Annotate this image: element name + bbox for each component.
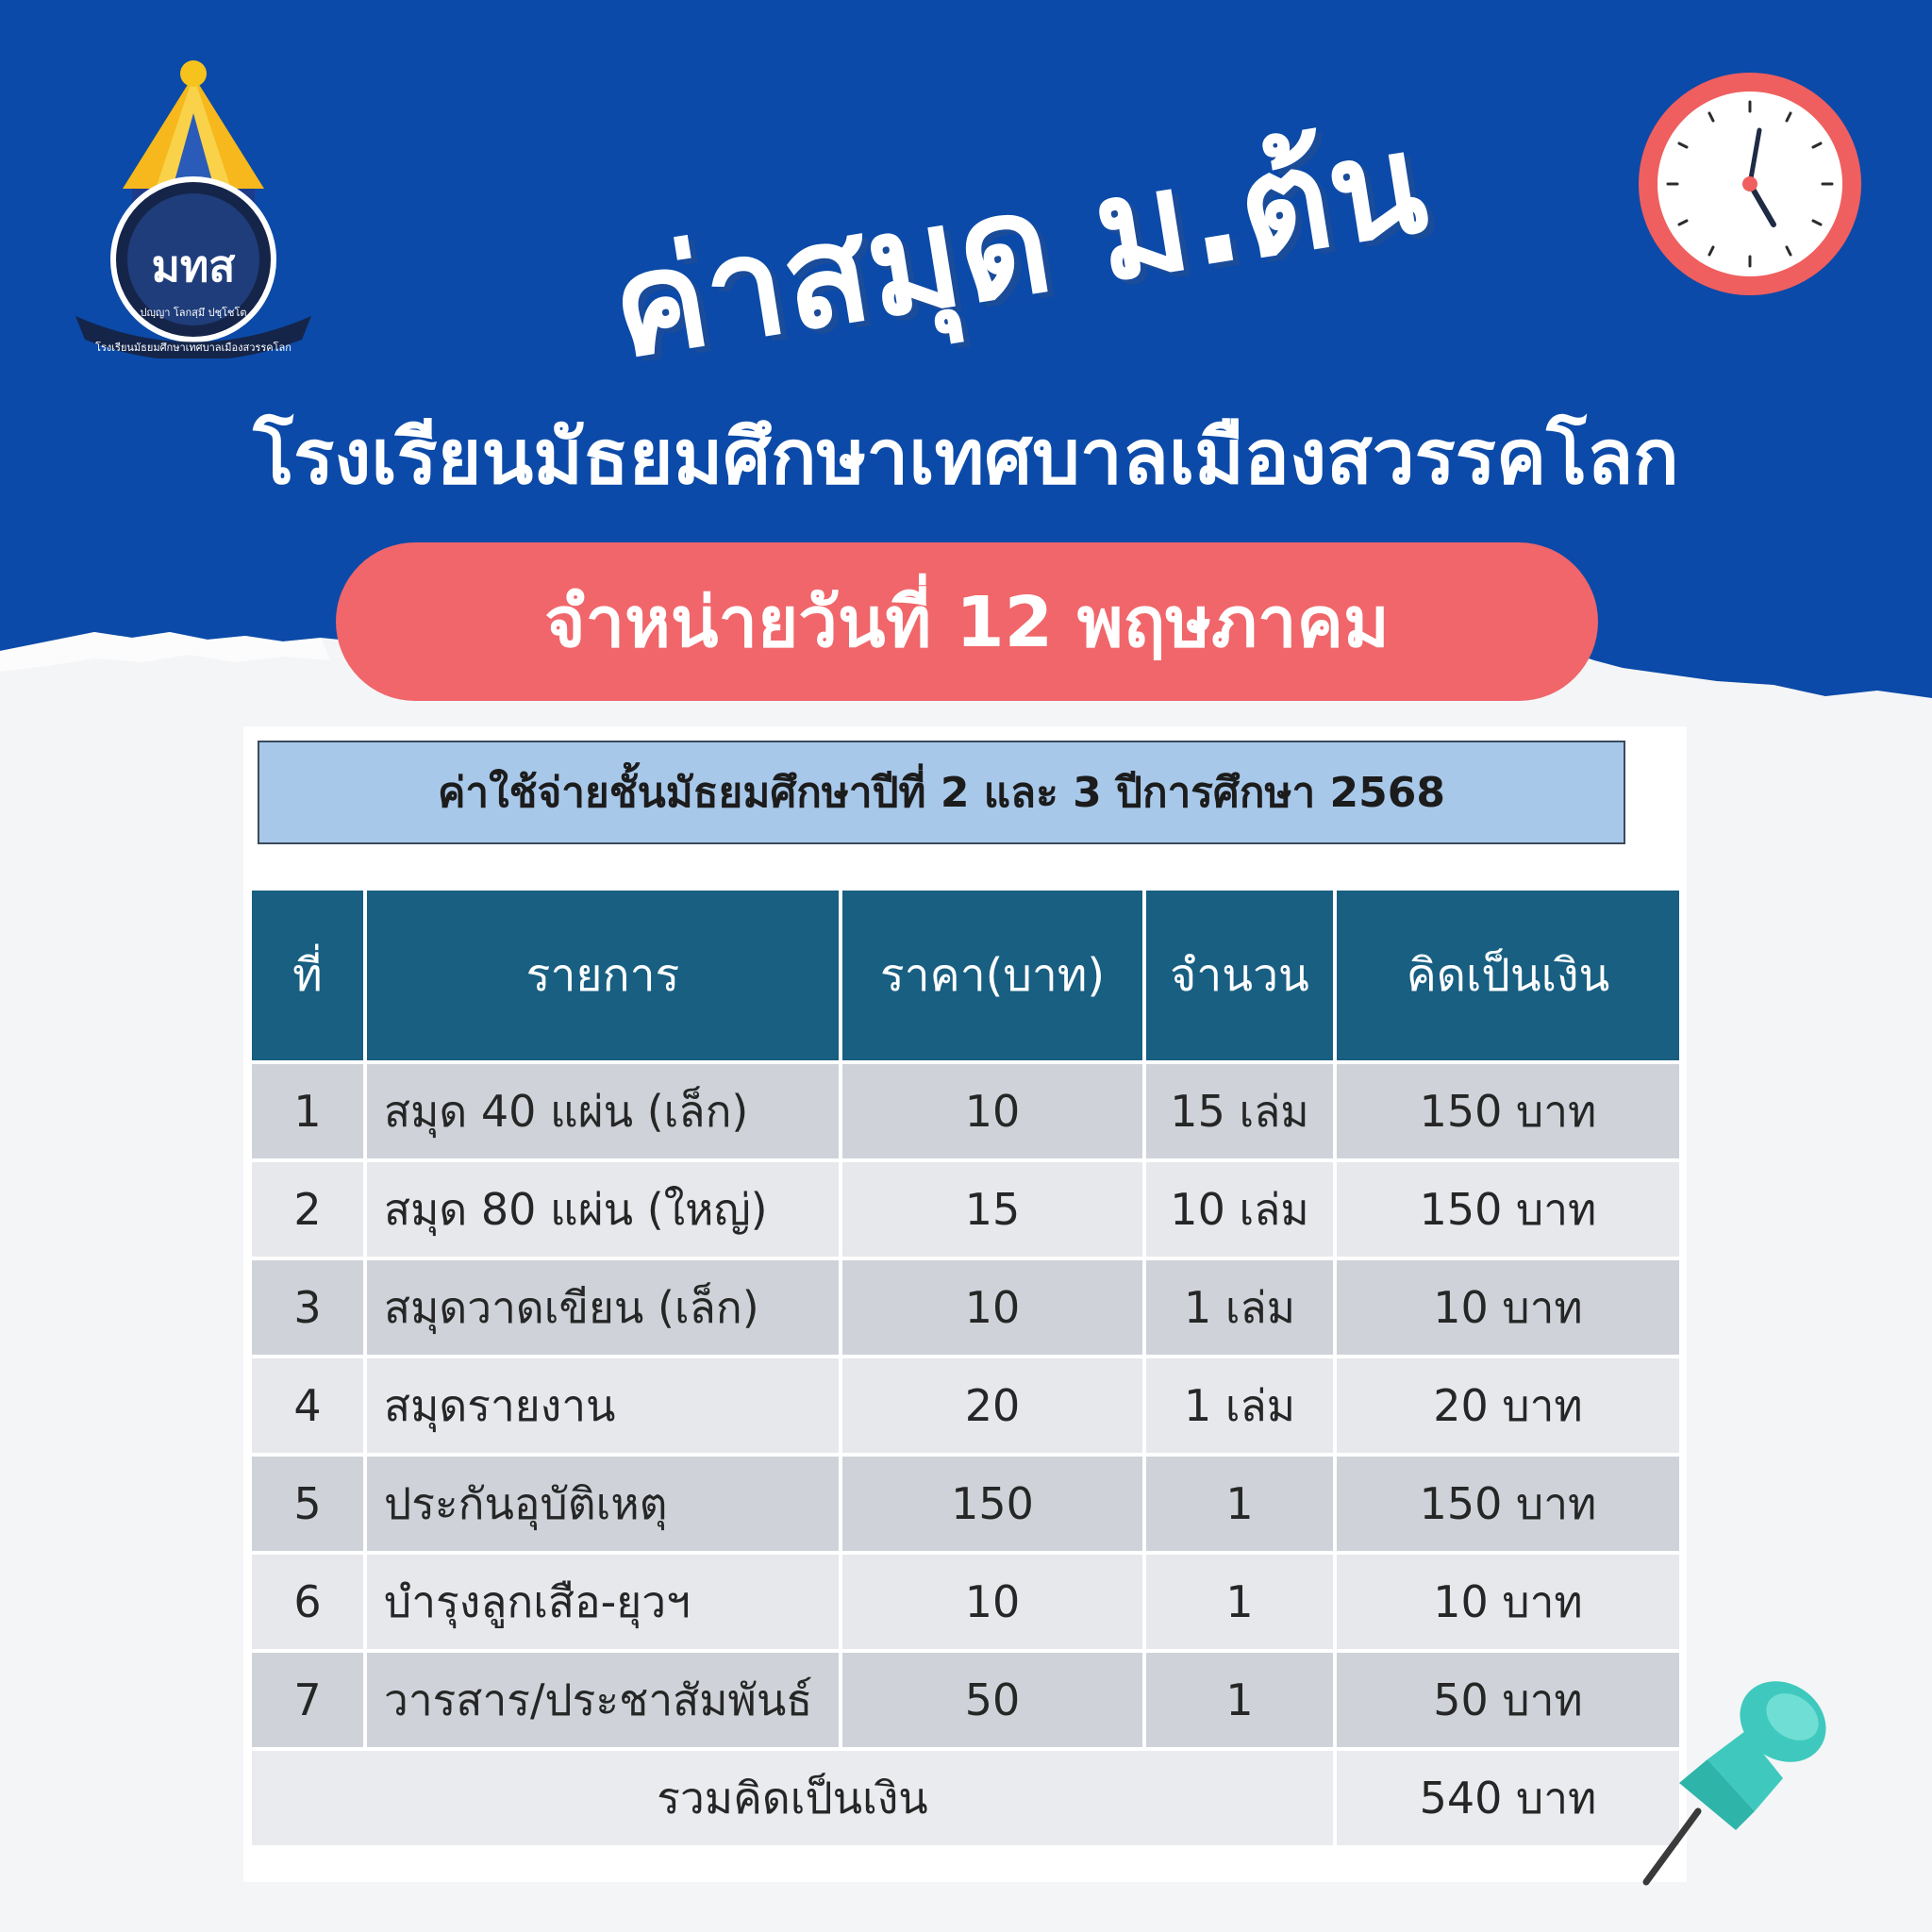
row-price: 50 bbox=[842, 1653, 1142, 1747]
main-title: ค่าสมุด ม.ต้น bbox=[601, 101, 1437, 390]
table-row bbox=[252, 1162, 1679, 1257]
row-item: สมุด 40 แผ่น (เล็ก) bbox=[367, 1064, 839, 1158]
sale-date-text: จำหน่ายวันที่ 12 พฤษภาคม bbox=[544, 582, 1390, 663]
row-amount: 10 บาท bbox=[1337, 1555, 1679, 1649]
school-logo bbox=[66, 57, 321, 358]
row-amount: 10 บาท bbox=[1337, 1260, 1679, 1355]
row-item: บำรุงลูกเสือ-ยุวฯ bbox=[367, 1555, 839, 1649]
row-item: ประกันอุบัติเหตุ bbox=[367, 1457, 839, 1551]
logo-monogram: มทส bbox=[151, 241, 236, 291]
table-row bbox=[252, 1457, 1679, 1551]
row-price: 20 bbox=[842, 1358, 1142, 1453]
clock-icon bbox=[1632, 66, 1868, 302]
total-row bbox=[252, 1751, 1679, 1845]
header-item: รายการ bbox=[367, 891, 839, 1060]
row-quantity: 1 เล่ม bbox=[1146, 1260, 1333, 1355]
school-name: โรงเรียนมัธยมศึกษาเทศบาลเมืองสวรรคโลก bbox=[253, 413, 1679, 501]
table-row bbox=[252, 1653, 1679, 1747]
table-row bbox=[252, 1064, 1679, 1158]
row-amount: 50 บาท bbox=[1337, 1653, 1679, 1747]
row-price: 15 bbox=[842, 1162, 1142, 1257]
table-row bbox=[252, 1555, 1679, 1649]
row-item: วารสาร/ประชาสัมพันธ์ bbox=[367, 1653, 839, 1747]
table-row bbox=[252, 1358, 1679, 1453]
header-quantity: จำนวน bbox=[1146, 891, 1333, 1060]
row-no: 2 bbox=[252, 1162, 363, 1257]
row-item: สมุดวาดเขียน (เล็ก) bbox=[367, 1260, 839, 1355]
row-no: 1 bbox=[252, 1064, 363, 1158]
row-no: 6 bbox=[252, 1555, 363, 1649]
header-amount: คิดเป็นเงิน bbox=[1337, 891, 1679, 1060]
header-price: ราคา(บาท) bbox=[842, 891, 1142, 1060]
logo-ribbon: โรงเรียนมัธยมศึกษาเทศบาลเมืองสวรรคโลก bbox=[95, 341, 291, 354]
row-price: 10 bbox=[842, 1260, 1142, 1355]
sale-date-banner bbox=[336, 542, 1598, 701]
table-row bbox=[252, 1260, 1679, 1355]
cost-table bbox=[248, 887, 1683, 1849]
row-item: สมุด 80 แผ่น (ใหญ่) bbox=[367, 1162, 839, 1257]
row-quantity: 10 เล่ม bbox=[1146, 1162, 1333, 1257]
header-no: ที่ bbox=[252, 891, 363, 1060]
row-quantity: 1 bbox=[1146, 1555, 1333, 1649]
row-price: 10 bbox=[842, 1064, 1142, 1158]
table-header-row bbox=[252, 891, 1679, 1060]
table-caption-box bbox=[258, 741, 1625, 844]
row-quantity: 1 เล่ม bbox=[1146, 1358, 1333, 1453]
table-caption: ค่าใช้จ่ายชั้นมัธยมศึกษาปีที่ 2 และ 3 ปีการศึกษา 2568 bbox=[438, 769, 1445, 817]
row-price: 150 bbox=[842, 1457, 1142, 1551]
row-no: 7 bbox=[252, 1653, 363, 1747]
row-no: 4 bbox=[252, 1358, 363, 1453]
pushpin-icon bbox=[1641, 1670, 1840, 1887]
row-item: สมุดรายงาน bbox=[367, 1358, 839, 1453]
row-no: 5 bbox=[252, 1457, 363, 1551]
row-amount: 150 บาท bbox=[1337, 1064, 1679, 1158]
row-quantity: 15 เล่ม bbox=[1146, 1064, 1333, 1158]
total-value: 540 บาท bbox=[1337, 1751, 1679, 1845]
row-quantity: 1 bbox=[1146, 1653, 1333, 1747]
total-label: รวมคิดเป็นเงิน bbox=[252, 1751, 1333, 1845]
row-amount: 150 บาท bbox=[1337, 1457, 1679, 1551]
row-amount: 20 บาท bbox=[1337, 1358, 1679, 1453]
row-amount: 150 บาท bbox=[1337, 1162, 1679, 1257]
logo-motto: ปญฺญา โลกสฺมึ ปชฺโชโต bbox=[140, 307, 247, 319]
row-quantity: 1 bbox=[1146, 1457, 1333, 1551]
row-no: 3 bbox=[252, 1260, 363, 1355]
row-price: 10 bbox=[842, 1555, 1142, 1649]
